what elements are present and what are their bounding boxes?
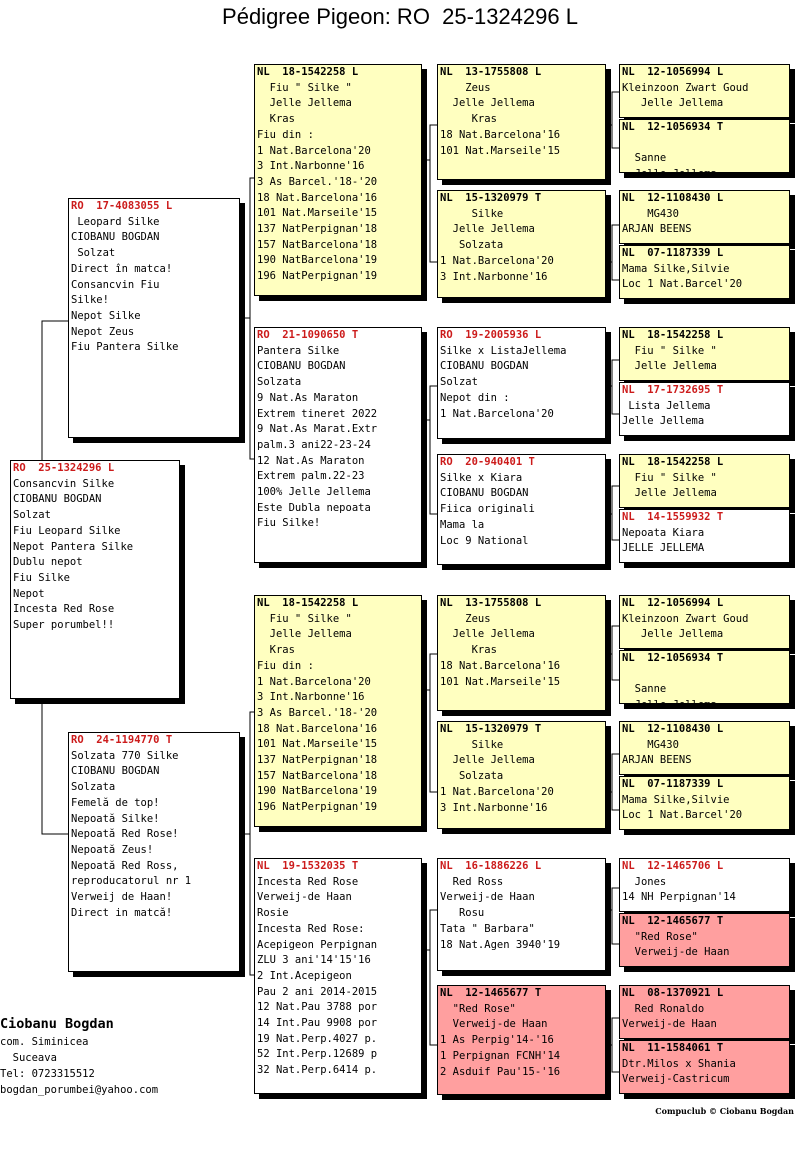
card-line: Nepot Zeus: [71, 325, 135, 338]
ring-number: RO 19-2005936 L: [440, 329, 542, 341]
card-line: Jones: [622, 875, 667, 888]
card-line: ARJAN BEENS: [622, 754, 692, 767]
pedigree-card: [437, 190, 606, 298]
pedigree-card: [619, 1040, 790, 1094]
card-line: 137 NatPerpignan'18: [257, 754, 378, 767]
card-line: Fiu Leopard Silke: [13, 524, 121, 537]
card-line: 157 NatBarcelona'18: [257, 238, 378, 251]
ring-number: NL 18-1542258 L: [622, 329, 724, 341]
card-line: 18 Nat.Barcelona'16: [257, 722, 378, 735]
card-line: 3 Int.Narbonne'16: [440, 801, 548, 814]
ring-number: NL 14-1559932 T: [622, 511, 724, 523]
card-line: Nepot din :: [440, 391, 510, 404]
card-line: Silke x Kiara: [440, 471, 523, 484]
ring-number: NL 18-1542258 L: [622, 456, 724, 468]
card-line: Solzat: [440, 376, 478, 389]
card-line: Fiu Silke!: [257, 517, 321, 530]
card-line: Consancvin Silke: [13, 477, 115, 490]
card-line: 3 Int.Narbonne'16: [440, 270, 548, 283]
card-line: Solzata 770 Silke: [71, 749, 179, 762]
card-line: 12 Nat.Pau 3788 por: [257, 1001, 378, 1014]
card-line: Jelle Jellema: [622, 487, 717, 500]
pedigree-card: [619, 382, 790, 436]
card-line: 101 Nat.Marseile'15: [257, 207, 378, 220]
pedigree-card: [254, 327, 422, 563]
pedigree-card: [619, 721, 790, 775]
card-line: JELLE JELLEMA: [622, 542, 705, 555]
card-line: Fiica originali: [440, 503, 535, 516]
card-line: reproducatorul nr 1: [71, 875, 192, 888]
pedigree-card: [619, 245, 790, 299]
card-line: Direct in matcă!: [71, 906, 173, 919]
card-line: Nepoata Kiara: [622, 526, 705, 539]
ring-number: RO 17-4083055 L: [71, 200, 173, 212]
ring-number: NL 18-1542258 L: [257, 66, 359, 78]
ring-number: NL 17-1732695 T: [622, 384, 724, 396]
owner-email: bogdan_porumbei@yahoo.com: [0, 1084, 159, 1096]
card-line: Loc 9 National: [440, 534, 529, 547]
card-line: CIOBANU BOGDAN: [440, 487, 529, 500]
pedigree-card: [437, 985, 606, 1095]
card-line: Pau 2 ani 2014-2015: [257, 985, 378, 998]
card-line: 3 As Barcel.'18-'20: [257, 175, 378, 188]
pedigree-card: [254, 858, 422, 1094]
card-line: 18 Nat.Barcelona'16: [440, 128, 561, 141]
card-line: Fiu " Silke ": [257, 612, 352, 625]
ring-number: NL 08-1370921 L: [622, 987, 724, 999]
card-line: 18 Nat.Barcelona'16: [257, 191, 378, 204]
card-line: Zeus: [440, 81, 491, 94]
card-line: Solzata: [440, 770, 504, 783]
card-line: 1 Nat.Barcelona'20: [257, 144, 371, 157]
card-line: Verweij-de Haan: [622, 1018, 717, 1031]
card-line: Solzata: [440, 239, 504, 252]
ring-number: NL 12-1056994 L: [622, 597, 724, 609]
card-line: Jelle Jellema: [622, 97, 724, 110]
card-line: 101 Nat.Marseile'15: [440, 675, 561, 688]
card-line: 100% Jelle Jellema: [257, 486, 371, 499]
card-line: Solzata: [257, 376, 302, 389]
pedigree-card: [437, 327, 606, 439]
card-line: Silke: [440, 738, 504, 751]
card-line: palm.3 ani22-23-24: [257, 438, 371, 451]
card-line: 1 Nat.Barcelona'20: [257, 675, 371, 688]
ring-number: NL 19-1532035 T: [257, 860, 359, 872]
card-line: Jelle Jellema: [440, 97, 535, 110]
card-line: Kras: [440, 644, 497, 657]
card-line: Fiu " Silke ": [622, 344, 717, 357]
ring-number: NL 18-1542258 L: [257, 597, 359, 609]
card-line: Jelle Jellema: [622, 628, 724, 641]
card-line: 3 As Barcel.'18-'20: [257, 706, 378, 719]
card-line: Nepoată Red Ross,: [71, 859, 179, 872]
card-line: Extrem palm.22-23: [257, 470, 365, 483]
card-line: Leopard Silke: [71, 215, 160, 228]
ring-number: NL 12-1056934 T: [622, 121, 724, 133]
pedigree-card: [619, 858, 790, 912]
card-line: ARJAN BEENS: [622, 223, 692, 236]
ring-number: NL 13-1755808 L: [440, 66, 542, 78]
card-line: CIOBANU BOGDAN: [71, 765, 160, 778]
card-line: 3 Int.Narbonne'16: [257, 160, 365, 173]
card-line: Verweij de Haan!: [71, 891, 173, 904]
card-line: Este Dubla nepoata: [257, 501, 371, 514]
card-line: 14 Int.Pau 9908 por: [257, 1017, 378, 1030]
card-line: Red Ross: [440, 875, 504, 888]
card-line: Jelle Jellema: [440, 754, 535, 767]
ring-number: NL 12-1056994 L: [622, 66, 724, 78]
card-line: Incesta Red Rose:: [257, 922, 365, 935]
pedigree-card: [437, 595, 606, 711]
card-line: Solzat: [71, 247, 116, 260]
card-line: CIOBANU BOGDAN: [440, 360, 529, 373]
card-line: 52 Int.Perp.12689 p: [257, 1048, 378, 1061]
pedigree-card: [619, 64, 790, 118]
card-line: 190 NatBarcelona'19: [257, 254, 378, 267]
card-line: "Red Rose": [440, 1002, 516, 1015]
pedigree-card: [619, 913, 790, 967]
pedigree-card: [437, 858, 606, 971]
card-line: MG430: [622, 207, 679, 220]
card-line: 157 NatBarcelona'18: [257, 769, 378, 782]
ring-number: NL 11-1584061 T: [622, 1042, 724, 1054]
pedigree-card: [619, 985, 790, 1039]
ring-number: RO 21-1090650 T: [257, 329, 359, 341]
card-line: 101 Nat.Marseile'15: [440, 144, 561, 157]
owner-address-line: Suceava: [0, 1052, 57, 1064]
card-line: Loc 1 Nat.Barcel'20: [622, 278, 743, 291]
ring-number: NL 12-1465677 T: [440, 987, 542, 999]
card-line: 19 Nat.Perp.4027 p.: [257, 1032, 378, 1045]
ring-number: RO 24-1194770 T: [71, 734, 173, 746]
card-line: 9 Nat.As Marat.Extr: [257, 423, 378, 436]
card-line: "Red Rose": [622, 930, 698, 943]
card-line: 18 Nat.Agen 3940'19: [440, 938, 561, 951]
card-line: Fiu din :: [257, 128, 314, 141]
pedigree-card: [254, 595, 422, 827]
owner-phone: Tel: 0723315512: [0, 1068, 95, 1080]
card-line: 137 NatPerpignan'18: [257, 223, 378, 236]
card-line: Incesta Red Rose: [13, 603, 115, 616]
card-line: 1 Nat.Barcelona'20: [440, 254, 554, 267]
card-line: 9 Nat.As Maraton: [257, 391, 359, 404]
pedigree-card: [619, 776, 790, 830]
card-line: Extrem tineret 2022: [257, 407, 378, 420]
ring-number: NL 16-1886226 L: [440, 860, 542, 872]
card-line: Mama Silke,Silvie: [622, 262, 730, 275]
card-line: [622, 667, 787, 683]
card-line: Nepot: [13, 587, 45, 600]
card-line: Verweij-de Haan: [257, 891, 352, 904]
owner-info: [0, 1014, 158, 1098]
card-line: Nepot Silke: [71, 309, 141, 322]
pedigree-card: [619, 119, 790, 181]
pedigree-card: [68, 198, 240, 438]
card-line: Acepigeon Perpignan: [257, 938, 378, 951]
ring-number: NL 15-1320979 T: [440, 192, 542, 204]
card-line: Jelle Jellema: [440, 628, 535, 641]
card-line: Verweij-Castricum: [622, 1073, 730, 1086]
card-line: Rosu: [440, 907, 485, 920]
card-line: Solzat: [13, 509, 51, 522]
ring-number: NL 15-1320979 T: [440, 723, 542, 735]
card-line: Nepoată Zeus!: [71, 843, 154, 856]
card-line: Jelle Jellema: [440, 223, 535, 236]
card-line: Direct în matca!: [71, 262, 173, 275]
ring-number: NL 12-1465706 L: [622, 860, 724, 872]
card-line: Fiu Silke: [13, 571, 70, 584]
ring-number: NL 12-1108430 L: [622, 723, 724, 735]
owner-name: Ciobanu Bogdan: [0, 1016, 114, 1032]
card-line: Consancvin Fiu: [71, 278, 160, 291]
card-line: 1 Nat.Barcelona'20: [440, 785, 554, 798]
card-line: Verweij-de Haan: [622, 946, 730, 959]
pedigree-card: [619, 190, 790, 244]
card-line: Jelle Jellema: [622, 168, 717, 181]
card-line: Jelle Jellema: [257, 628, 352, 641]
ring-number: NL 12-1465677 T: [622, 915, 724, 927]
ring-number: NL 07-1187339 L: [622, 778, 724, 790]
pedigree-card: [619, 650, 790, 712]
card-line: 101 Nat.Marseile'15: [257, 738, 378, 751]
card-line: Incesta Red Rose: [257, 875, 359, 888]
pedigree-card: [254, 64, 422, 296]
card-line: Jelle Jellema: [622, 360, 717, 373]
owner-address-line: com. Siminicea: [0, 1036, 89, 1048]
card-line: 2 Asduif Pau'15-'16: [440, 1065, 561, 1078]
pedigree-card: [437, 721, 606, 829]
pedigree-card: [619, 595, 790, 649]
pedigree-card: [619, 509, 790, 563]
card-line: Nepoată Red Rose!: [71, 828, 179, 841]
pedigree-card: [619, 327, 790, 381]
ring-number: NL 12-1108430 L: [622, 192, 724, 204]
card-line: 190 NatBarcelona'19: [257, 785, 378, 798]
card-line: Jelle Jellema: [622, 699, 717, 712]
card-line: Sanne: [622, 152, 667, 165]
card-line: Kleinzoon Zwart Goud: [622, 612, 749, 625]
card-line: Loc 1 Nat.Barcel'20: [622, 809, 743, 822]
ring-number: NL 07-1187339 L: [622, 247, 724, 259]
card-line: Kras: [440, 113, 497, 126]
card-line: 196 NatPerpignan'19: [257, 270, 378, 283]
card-line: Solzata: [71, 781, 116, 794]
card-line: Lista Jellema: [622, 399, 711, 412]
card-line: Nepot Pantera Silke: [13, 540, 134, 553]
pedigree-card: [619, 454, 790, 508]
ring-number: NL 13-1755808 L: [440, 597, 542, 609]
card-line: Kras: [257, 113, 295, 126]
card-line: Fiu " Silke ": [257, 81, 352, 94]
card-line: Rosie: [257, 907, 289, 920]
card-line: Silke!: [71, 294, 109, 307]
card-line: Red Ronaldo: [622, 1002, 705, 1015]
card-line: Femelă de top!: [71, 796, 160, 809]
card-line: Zeus: [440, 612, 491, 625]
pedigree-card: [68, 732, 240, 972]
card-line: Silke x ListaJellema: [440, 344, 567, 357]
card-line: Fiu Pantera Silke: [71, 341, 179, 354]
card-line: ZLU 3 ani'14'15'16: [257, 954, 371, 967]
card-line: Dtr.Milos x Shania: [622, 1057, 736, 1070]
pedigree-card: [437, 64, 606, 180]
card-line: 2 Int.Acepigeon: [257, 969, 352, 982]
card-line: Nepoată Silke!: [71, 812, 160, 825]
card-line: Pantera Silke: [257, 344, 340, 357]
card-line: CIOBANU BOGDAN: [257, 360, 346, 373]
card-line: CIOBANU BOGDAN: [13, 493, 102, 506]
card-line: Super porumbel!!: [13, 619, 115, 632]
card-line: 32 Nat.Perp.6414 p.: [257, 1064, 378, 1077]
ring-number: RO 20-940401 T: [440, 456, 535, 468]
card-line: 3 Int.Narbonne'16: [257, 691, 365, 704]
card-line: Fiu din :: [257, 659, 314, 672]
card-line: 1 As Perpig'14-'16: [440, 1034, 554, 1047]
card-line: 1 Nat.Barcelona'20: [440, 407, 554, 420]
card-line: 12 Nat.As Maraton: [257, 454, 365, 467]
card-line: Fiu " Silke ": [622, 471, 717, 484]
card-line: MG430: [622, 738, 679, 751]
card-line: 18 Nat.Barcelona'16: [440, 659, 561, 672]
card-line: Mama la: [440, 518, 485, 531]
card-line: CIOBANU BOGDAN: [71, 231, 160, 244]
card-line: Silke: [440, 207, 504, 220]
pedigree-card: [10, 460, 180, 699]
card-line: Jelle Jellema: [257, 97, 352, 110]
card-line: 196 NatPerpignan'19: [257, 801, 378, 814]
pedigree-card: [437, 454, 606, 565]
card-line: 14 NH Perpignan'14: [622, 891, 736, 904]
ring-number: NL 12-1056934 T: [622, 652, 724, 664]
card-line: Jelle Jellema: [622, 415, 705, 428]
page-title: Pédigree Pigeon: RO 25-1324296 L: [222, 4, 578, 29]
card-line: [622, 136, 787, 152]
card-line: Dublu nepot: [13, 556, 83, 569]
card-line: 1 Perpignan FCNH'14: [440, 1049, 561, 1062]
card-line: Tata " Barbara": [440, 922, 535, 935]
card-line: Sanne: [622, 683, 667, 696]
card-line: Verweij-de Haan: [440, 891, 535, 904]
footer-credit: Compuclub © Ciobanu Bogdan: [655, 1106, 794, 1116]
ring-number: RO 25-1324296 L: [13, 462, 115, 474]
card-line: Kleinzoon Zwart Goud: [622, 81, 749, 94]
card-line: Kras: [257, 644, 295, 657]
card-line: Mama Silke,Silvie: [622, 793, 730, 806]
card-line: Verweij-de Haan: [440, 1018, 548, 1031]
